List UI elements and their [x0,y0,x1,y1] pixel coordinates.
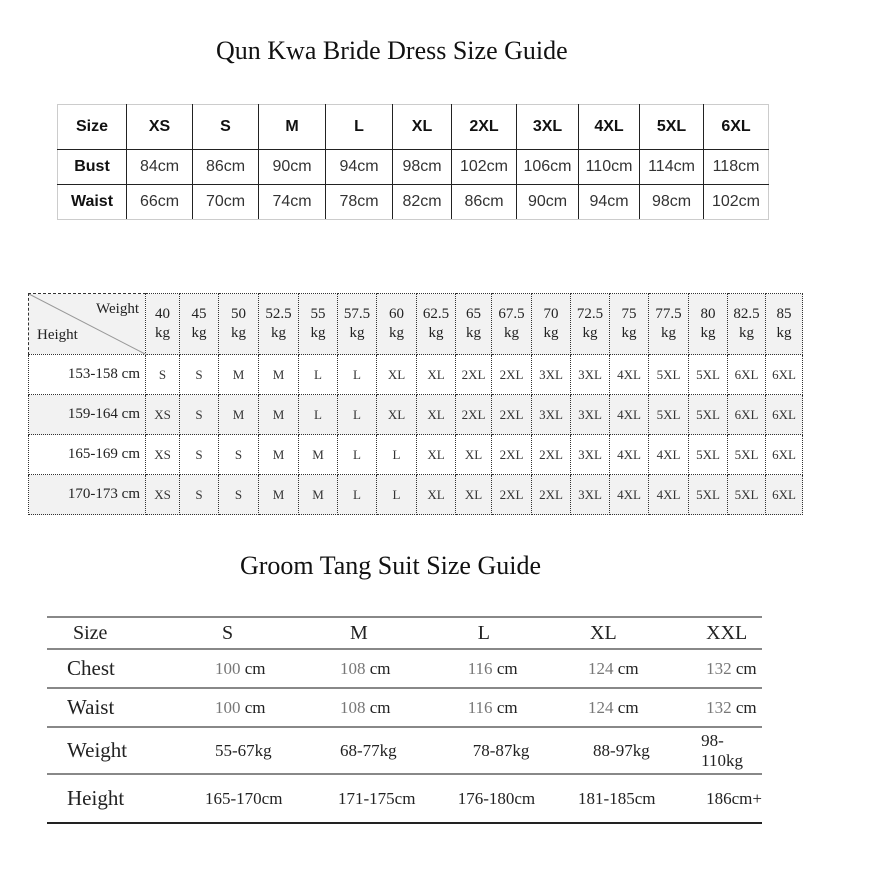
size-cell: XS [146,395,180,435]
table-cell [320,649,448,688]
weight-header-cell [610,294,649,355]
height-weight-size-chart [28,293,803,515]
table-cell [686,649,762,688]
size-cell: M [299,435,338,475]
table-cell: 94cm [579,185,640,220]
weight-unit: kg [621,325,637,341]
table-cell [568,649,686,688]
weight-header-cell [219,294,259,355]
weight-header-cell [766,294,803,355]
table-cell [568,688,686,727]
size-cell: 3XL [571,395,610,435]
size-cell: XL [417,355,456,395]
groom-measurements-table [47,616,762,824]
weight-value: 82.5 [733,306,760,322]
table-cell: 176-180cm [448,774,568,823]
table-cell: 90cm [259,150,326,185]
size-cell: M [219,395,259,435]
table-cell [686,688,762,727]
value: 100 [215,697,241,717]
size-cell: 5XL [649,395,689,435]
table-cell: 102cm [452,150,517,185]
header-cell: M [320,617,448,649]
value: 116 [467,697,493,717]
weight-header-cell [532,294,571,355]
size-cell: 2XL [492,395,532,435]
table-cell: 66cm [127,185,193,220]
size-cell: XL [417,475,456,515]
value: 132 [706,697,732,717]
header-cell: 6XL [704,105,769,150]
size-cell: M [259,355,299,395]
table-header-row [47,617,762,649]
table-header-row [58,105,769,150]
table-cell: 86cm [193,150,259,185]
height-row [29,435,803,475]
unit: cm [617,697,639,717]
size-cell: 5XL [728,435,766,475]
size-cell: M [299,475,338,515]
height-label: 159-164 cm [29,395,146,435]
size-cell: 2XL [456,355,492,395]
table-cell: 70cm [193,185,259,220]
size-cell: 5XL [689,355,728,395]
weight-value: 40 [155,306,170,322]
table-cell: 106cm [517,150,579,185]
header-cell: 3XL [517,105,579,150]
table-cell: 90cm [517,185,579,220]
size-cell: 6XL [766,395,803,435]
header-cell: XXL [686,617,762,649]
weight-unit: kg [661,325,676,341]
table-cell: 82cm [393,185,452,220]
size-cell: L [338,435,377,475]
table-cell: 165-170cm [177,774,320,823]
weight-header-cell [180,294,219,355]
header-cell: Size [47,617,177,649]
header-cell: XL [568,617,686,649]
table-cell: 181-185cm [568,774,686,823]
size-cell: 4XL [649,435,689,475]
size-cell: XL [417,435,456,475]
height-row [29,475,803,515]
table-cell: 171-175cm [320,774,448,823]
size-cell: L [299,355,338,395]
size-cell: L [377,435,417,475]
header-cell: 4XL [579,105,640,150]
value: 124 [588,697,614,717]
table-row-chest [47,649,762,688]
size-cell: 5XL [728,475,766,515]
table-cell: 88-97kg [568,727,686,774]
table-cell: 78cm [326,185,393,220]
weight-value: 75 [621,306,637,322]
size-cell: L [338,355,377,395]
weight-header-row [29,294,803,355]
size-cell: 6XL [728,355,766,395]
weight-value: 67.5 [498,306,525,322]
header-cell: XL [393,105,452,150]
groom-size-guide-title: Groom Tang Suit Size Guide [240,551,542,580]
weight-unit: kg [428,325,444,341]
unit: cm [617,658,639,678]
weight-header-cell [649,294,689,355]
table-cell: 114cm [640,150,704,185]
weight-axis-label: Weight [96,301,139,317]
weight-header-cell [377,294,417,355]
size-cell: 2XL [532,435,571,475]
header-cell: M [259,105,326,150]
header-cell: 2XL [452,105,517,150]
weight-value: 77.5 [655,306,682,322]
weight-value: 85 [776,306,792,322]
table-row-bust [58,150,769,185]
weight-unit: kg [504,325,519,341]
header-cell: S [193,105,259,150]
weight-header-cell [571,294,610,355]
weight-header-cell [417,294,456,355]
row-label: Chest [47,649,177,688]
size-cell: S [180,435,219,475]
weight-header-cell [146,294,180,355]
size-cell: XS [146,435,180,475]
weight-value: 62.5 [422,306,450,322]
weight-unit: kg [543,325,559,341]
table-cell: 98cm [393,150,452,185]
value: 108 [340,658,366,678]
size-cell: 4XL [610,355,649,395]
table-cell: 98cm [640,185,704,220]
unit: cm [244,658,266,678]
header-cell: XS [127,105,193,150]
header-cell: Size [58,105,127,150]
size-cell: XL [456,435,492,475]
value: 100 [215,658,241,678]
size-cell: XL [377,355,417,395]
weight-value: 45 [191,306,207,322]
size-cell: S [180,395,219,435]
weight-value: 52.5 [265,306,292,322]
weight-header-cell [338,294,377,355]
size-cell: 5XL [649,355,689,395]
size-cell: S [146,355,180,395]
value: 132 [706,658,732,678]
size-cell: 6XL [766,475,803,515]
size-cell: 3XL [532,355,571,395]
weight-value: 60 [389,306,404,322]
weight-unit: kg [310,325,326,341]
table-cell: 98-110kg [686,727,762,774]
table-cell [448,688,568,727]
size-cell: 5XL [689,435,728,475]
unit: cm [496,697,518,717]
size-cell: XS [146,475,180,515]
weight-value: 55 [310,306,326,322]
table-cell [320,688,448,727]
size-cell: 4XL [649,475,689,515]
height-axis-label: Height [37,327,78,343]
weight-unit: kg [700,325,716,341]
weight-unit: kg [389,325,404,341]
weight-value: 57.5 [343,306,371,322]
table-row-weight [47,727,762,774]
table-cell: 68-77kg [320,727,448,774]
size-cell: 4XL [610,435,649,475]
table-row-waist [47,688,762,727]
size-cell: 2XL [492,435,532,475]
table-cell: 94cm [326,150,393,185]
bride-size-guide-title: Qun Kwa Bride Dress Size Guide [216,36,568,65]
unit: cm [735,658,757,678]
size-cell: 3XL [571,475,610,515]
size-cell: 6XL [766,435,803,475]
unit: cm [244,697,266,717]
size-cell: XL [377,395,417,435]
size-cell: 2XL [532,475,571,515]
table-row-waist [58,185,769,220]
weight-unit: kg [155,325,170,341]
value: 108 [340,697,366,717]
size-cell: XL [417,395,456,435]
size-cell: M [219,355,259,395]
weight-header-cell [492,294,532,355]
table-cell: 78-87kg [448,727,568,774]
table-cell: 74cm [259,185,326,220]
weight-value: 72.5 [576,306,604,322]
table-cell [177,688,320,727]
unit: cm [496,658,518,678]
weight-unit: kg [191,325,207,341]
size-cell: S [180,355,219,395]
size-cell: L [338,395,377,435]
size-cell: 4XL [610,395,649,435]
table-cell: 86cm [452,185,517,220]
size-cell: L [299,395,338,435]
table-cell: 118cm [704,150,769,185]
weight-header-cell [689,294,728,355]
size-cell: S [180,475,219,515]
size-cell: L [338,475,377,515]
weight-value: 80 [700,306,716,322]
header-cell: L [448,617,568,649]
weight-unit: kg [776,325,792,341]
row-label: Weight [47,727,177,774]
weight-unit: kg [349,325,365,341]
size-cell: M [259,435,299,475]
size-cell: M [259,475,299,515]
size-cell: 3XL [571,355,610,395]
weight-unit: kg [231,325,246,341]
row-label: Bust [58,150,127,185]
unit: cm [369,658,391,678]
size-cell: 3XL [532,395,571,435]
height-row [29,395,803,435]
weight-unit: kg [466,325,481,341]
table-cell [177,649,320,688]
unit: cm [369,697,391,717]
size-cell: 4XL [610,475,649,515]
size-cell: S [219,475,259,515]
size-cell: 2XL [492,355,532,395]
row-label: Waist [58,185,127,220]
table-cell: 186cm+ [686,774,762,823]
weight-header-cell [728,294,766,355]
header-cell: 5XL [640,105,704,150]
row-label: Height [47,774,177,823]
weight-value: 65 [466,306,481,322]
height-label: 165-169 cm [29,435,146,475]
value: 124 [588,658,614,678]
height-row [29,355,803,395]
size-cell: L [377,475,417,515]
size-cell: 6XL [766,355,803,395]
size-cell: 5XL [689,475,728,515]
table-cell: 84cm [127,150,193,185]
size-cell: M [259,395,299,435]
value: 116 [467,658,493,678]
size-cell: XL [456,475,492,515]
weight-value: 70 [543,306,559,322]
unit: cm [735,697,757,717]
weight-unit: kg [271,325,286,341]
table-cell: 110cm [579,150,640,185]
table-row-height [47,774,762,823]
weight-header-cell [259,294,299,355]
table-cell [448,649,568,688]
weight-unit: kg [582,325,598,341]
header-cell: S [177,617,320,649]
weight-header-cell [456,294,492,355]
weight-header-cell [299,294,338,355]
size-cell: 3XL [571,435,610,475]
weight-value: 50 [231,306,246,322]
row-label: Waist [47,688,177,727]
weight-unit: kg [739,325,754,341]
header-cell: L [326,105,393,150]
size-cell: 6XL [728,395,766,435]
height-label: 170-173 cm [29,475,146,515]
bride-measurements-table [57,104,769,220]
corner-cell [29,294,146,355]
size-cell: 2XL [492,475,532,515]
size-cell: 2XL [456,395,492,435]
size-cell: 5XL [689,395,728,435]
table-cell: 102cm [704,185,769,220]
size-cell: S [219,435,259,475]
table-cell: 55-67kg [177,727,320,774]
height-label: 153-158 cm [29,355,146,395]
